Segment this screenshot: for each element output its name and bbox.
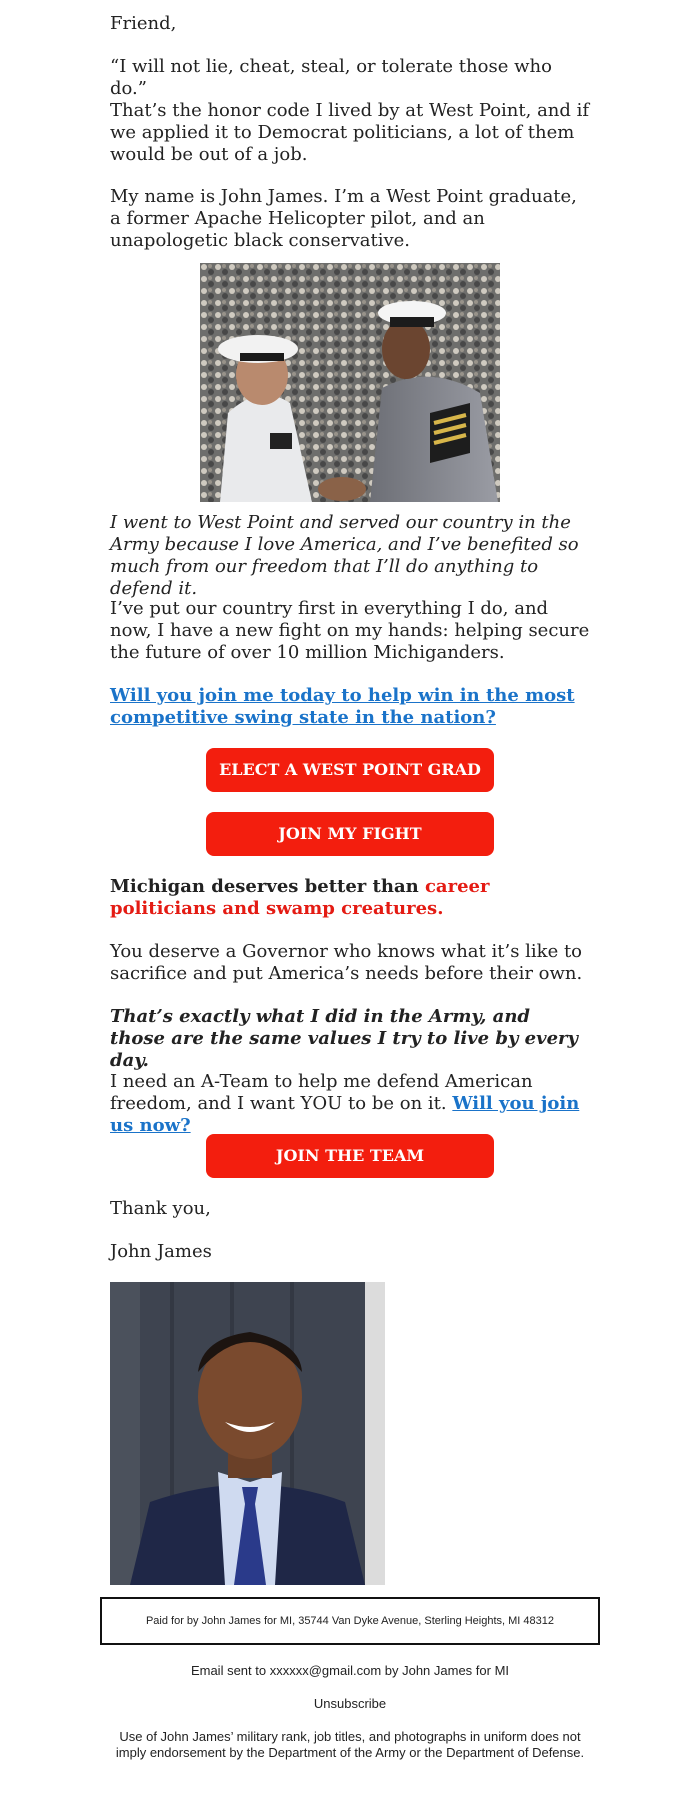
intro-paragraph: My name is John James. I’m a West Point graduate, a former Apache Helicopter pilot, and an unapologetic black conservative. — [110, 186, 577, 251]
graduation-photo-icon — [200, 263, 500, 502]
graduation-handshake-photo — [200, 263, 500, 502]
thank-you-text: Thank you, — [110, 1198, 211, 1219]
governor-paragraph: You deserve a Governor who knows what it’s like to sacrifice and put America’s needs before their own. — [110, 941, 583, 984]
michigan-red-text: career politicians and swamp creatures. — [110, 876, 490, 919]
paid-for-box — [100, 1597, 600, 1645]
join-us-now-link[interactable]: Will you join us now? — [110, 1093, 580, 1136]
army-values-paragraph: That’s exactly what I did in the Army, and those are the same values I try to live by every day. — [110, 1006, 578, 1071]
michigan-bold-text: Michigan deserves better than — [110, 876, 425, 897]
paid-for-disclaimer: Paid for by John James for MI, 35744 Van Dyke Avenue, Sterling Heights, MI 48312 — [145, 1615, 555, 1627]
email-sent-notice: Email sent to xxxxxx@gmail.com by John James for MI — [190, 1663, 510, 1678]
join-my-fight-button[interactable]: JOIN MY FIGHT — [206, 812, 494, 856]
join-me-link[interactable]: Will you join me today to help win in the most competitive swing state in the nation? — [110, 685, 575, 728]
unsubscribe-link[interactable]: Unsubscribe — [313, 1696, 387, 1711]
signature-name: John James — [110, 1241, 212, 1262]
portrait-photo-icon — [110, 1282, 385, 1585]
portrait-photo — [110, 1282, 385, 1585]
elect-west-point-grad-button[interactable]: ELECT A WEST POINT GRAD — [206, 748, 494, 792]
military-disclaimer: Use of John James’ military rank, job titles, and photographs in uniform does not imply endorsement by the Department of the Army or the Department of Defense. — [115, 1729, 585, 1760]
ateam-paragraph — [110, 1071, 590, 1137]
greeting: Friend, — [110, 13, 177, 34]
italic-paragraph: I went to West Point and served our country in the Army because I love America, and I’ve benefited so much from our freedom that I’ll do anything to defend it. — [110, 512, 579, 599]
honor-code-quote: “I will not lie, cheat, steal, or tolerate those who do.” — [110, 56, 552, 99]
country-first-paragraph: I’ve put our country first in everything I do, and now, I have a new fight on my hands: helping secure the future of over 10 million Michiganders. — [110, 598, 590, 663]
honor-code-paragraph: That’s the honor code I lived by at West Point, and if we applied it to Democrat politicians, a lot of them would be out of a job. — [110, 100, 590, 165]
michigan-paragraph — [110, 876, 590, 920]
email-footer — [0, 1597, 700, 1761]
ateam-text: I need an A-Team to help me defend American freedom, and I want YOU to be on it. — [110, 1071, 533, 1114]
join-the-team-button[interactable]: JOIN THE TEAM — [206, 1134, 494, 1178]
